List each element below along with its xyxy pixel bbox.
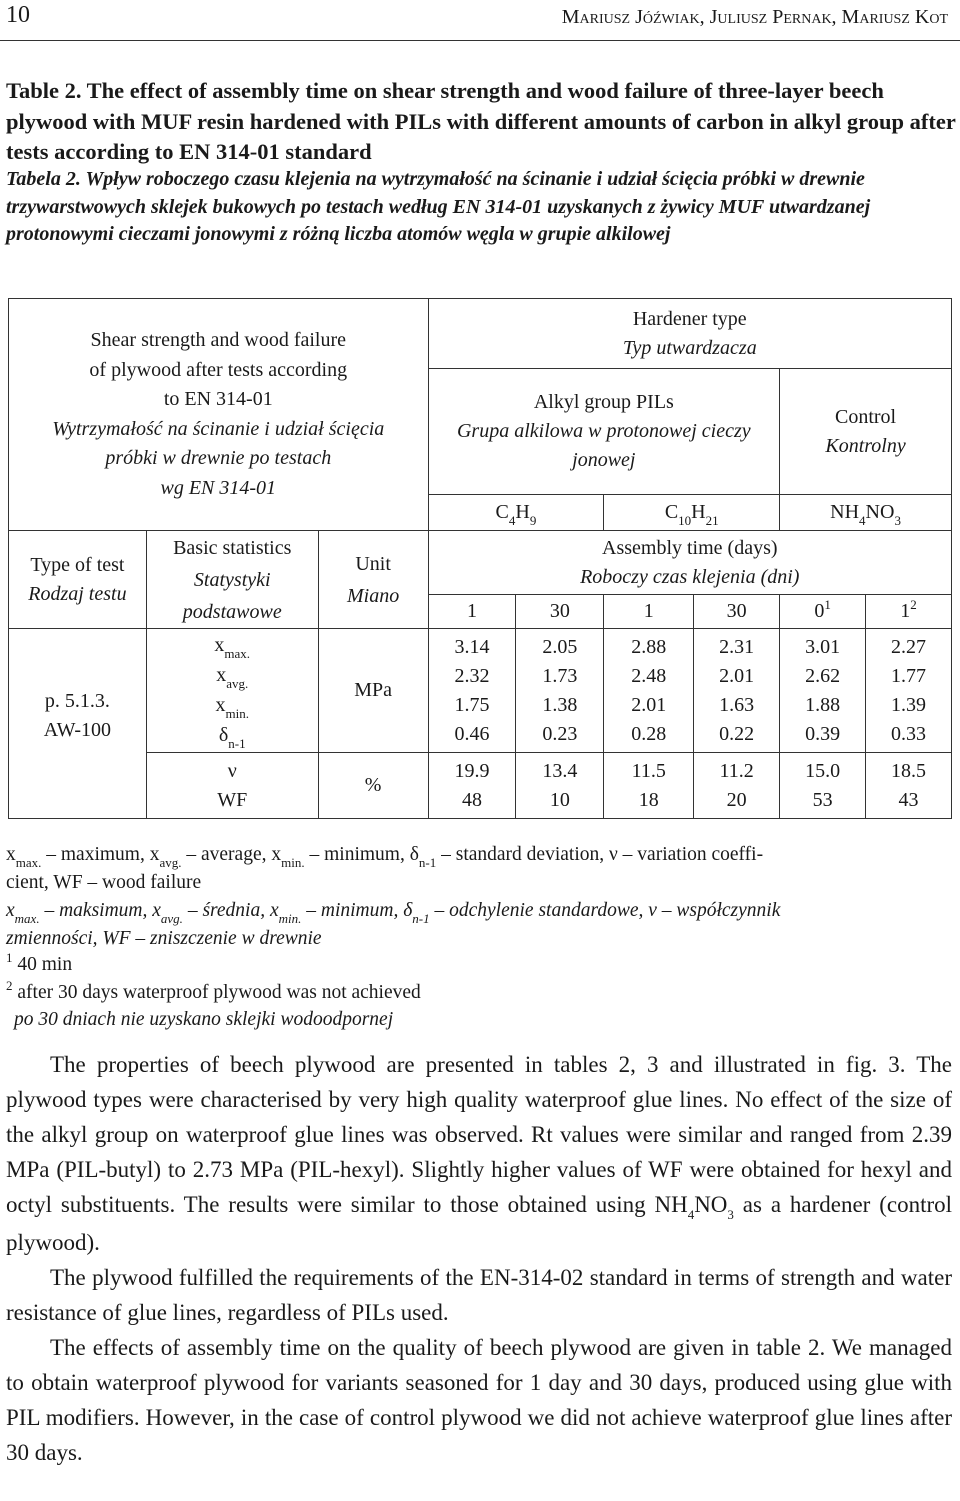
assembly-time-header: Assembly time (days) Roboczy czas klejenia (dni) xyxy=(428,531,951,595)
page-number: 10 xyxy=(6,2,30,28)
unit-mpa: MPa xyxy=(318,629,428,753)
notes-pl: $x_{max.}$ – maksimum, $x_{avg.}$ – średnia, $x_{min.}$ – minimum, $\delta_{n-1}$ – odchylenie standardowe, ν – współczynnik zmienności, WF – zniszczenie w drewnie xyxy=(6,900,781,949)
pct-col-2: 13.4 10 xyxy=(516,753,604,819)
body-text xyxy=(6,1047,952,1470)
paragraph-2: The plywood fulfilled the requirements of the EN-314-02 standard in terms of strength and water resistance of glue lines, regardless of PILs used. xyxy=(6,1265,952,1325)
table-notes xyxy=(6,842,956,1034)
mpa-col-1: 3.14 2.32 1.75 0.46 xyxy=(428,629,516,753)
footnote-1: $^1$ 40 min xyxy=(6,950,73,975)
unit-header: Unit Miano xyxy=(318,531,428,629)
basic-statistics-header: Basic statistics Statystyki podstawowe xyxy=(146,531,318,629)
hardener-type-header: Hardener type Typ utwardzacza xyxy=(428,299,951,369)
alkyl-group-header: Alkyl group PILs Grupa alkilowa w protonowej cieczy jonowej xyxy=(428,369,780,495)
day-col-6: $1^2$ xyxy=(866,595,952,629)
results-table xyxy=(8,298,952,819)
header-rule xyxy=(0,40,960,41)
control-header: Control Kontrolny xyxy=(780,369,952,495)
mpa-col-4: 2.31 2.01 1.63 0.22 xyxy=(694,629,780,753)
stats-symbols-pct: ν WF xyxy=(146,753,318,819)
unit-percent: % xyxy=(318,753,428,819)
mpa-col-5: 3.01 2.62 1.88 0.39 xyxy=(780,629,866,753)
day-col-5: $0^1$ xyxy=(780,595,866,629)
mpa-col-6: 2.27 1.77 1.39 0.33 xyxy=(866,629,952,753)
day-col-2: 30 xyxy=(516,595,604,629)
pct-col-4: 11.2 20 xyxy=(694,753,780,819)
page-header xyxy=(0,0,960,40)
formula-c10h21: $C_{10}H_{21}$ xyxy=(604,495,780,531)
mpa-col-3: 2.88 2.48 2.01 0.28 xyxy=(604,629,694,753)
pct-col-3: 11.5 18 xyxy=(604,753,694,819)
formula-nh4no3: $NH_4NO_3$ xyxy=(780,495,952,531)
pct-col-5: 15.0 53 xyxy=(780,753,866,819)
running-authors: Mariusz Jóźwiak, Juliusz Pernak, Mariusz Kot xyxy=(561,6,948,28)
table-top-left-header: Shear strength and wood failure of plywood after tests according to EN 314-01 Wytrzymałość na ścinanie i udział ścięcia próbki w drewnie po testach wg EN 314-01 xyxy=(9,299,429,531)
paragraph-1: The properties of beech plywood are presented in tables 2, 3 and illustrated in fig. 3. The plywood types were characterised by very high quality waterproof glue lines. No effect of the size of the alkyl group on waterproof glue lines was observed. Rt values were similar and ranged from 2.39 MPa (PIL-butyl) to 2.73 MPa (PIL-hexyl). Slightly higher values of WF were obtained for hexyl and octyl substituents. The results were similar to those obtained using $NH_4NO_3$ as a hardener (control plywood). xyxy=(6,1052,953,1255)
mpa-col-2: 2.05 1.73 1.38 0.23 xyxy=(516,629,604,753)
day-col-3: 1 xyxy=(604,595,694,629)
formula-c4h9: $C_4H_9$ xyxy=(428,495,604,531)
table-caption-pl: Tabela 2. Wpływ roboczego czasu klejenia na wytrzymałość na ścinanie i udział ścięcia próbki w drewnie trzywarstwowych sklejek bukowych po testach według EN 314-01 uzyskanych z żywicy MUF utwardzanej protonowymi cieczami jonowymi z różną liczba atomów węgla w grupie alkilowej xyxy=(6,168,871,245)
notes-en: $x_{max.}$ – maximum, $x_{avg.}$ – average, $x_{min.}$ – minimum, $\delta_{n-1}$ – standard deviation, ν – variation coeffi- cient, WF – wood failure xyxy=(6,844,764,893)
type-of-test-header: Type of test Rodzaj testu xyxy=(9,531,147,629)
test-name-cell: p. 5.1.3. AW-100 xyxy=(9,629,147,819)
paragraph-3: The effects of assembly time on the quality of beech plywood are given in table 2. We managed to obtain waterproof plywood for variants seasoned for 1 day and 30 days, produced using glue with PIL modifiers. However, in the case of control plywood we did not achieve waterproof glue lines after 30 days. xyxy=(6,1335,952,1465)
pct-col-6: 18.5 43 xyxy=(866,753,952,819)
day-col-4: 30 xyxy=(694,595,780,629)
stats-symbols-mpa: $x_{max.}$ $x_{avg.}$ $x_{min.}$ $\delta_{n-1}$ xyxy=(146,629,318,753)
footnote-2-en: $^2$ after 30 days waterproof plywood was not achieved xyxy=(6,977,421,1003)
table-caption-en: Table 2. The effect of assembly time on shear strength and wood failure of three-layer beech plywood with MUF resin hardened with PILs with different amounts of carbon in alkyl group after tests according to EN 314-01 standard xyxy=(6,78,956,164)
footnote-2-pl: po 30 dniach nie uzyskano sklejki wodoodpornej xyxy=(14,1009,394,1030)
pct-col-1: 19.9 48 xyxy=(428,753,516,819)
day-col-1: 1 xyxy=(428,595,516,629)
